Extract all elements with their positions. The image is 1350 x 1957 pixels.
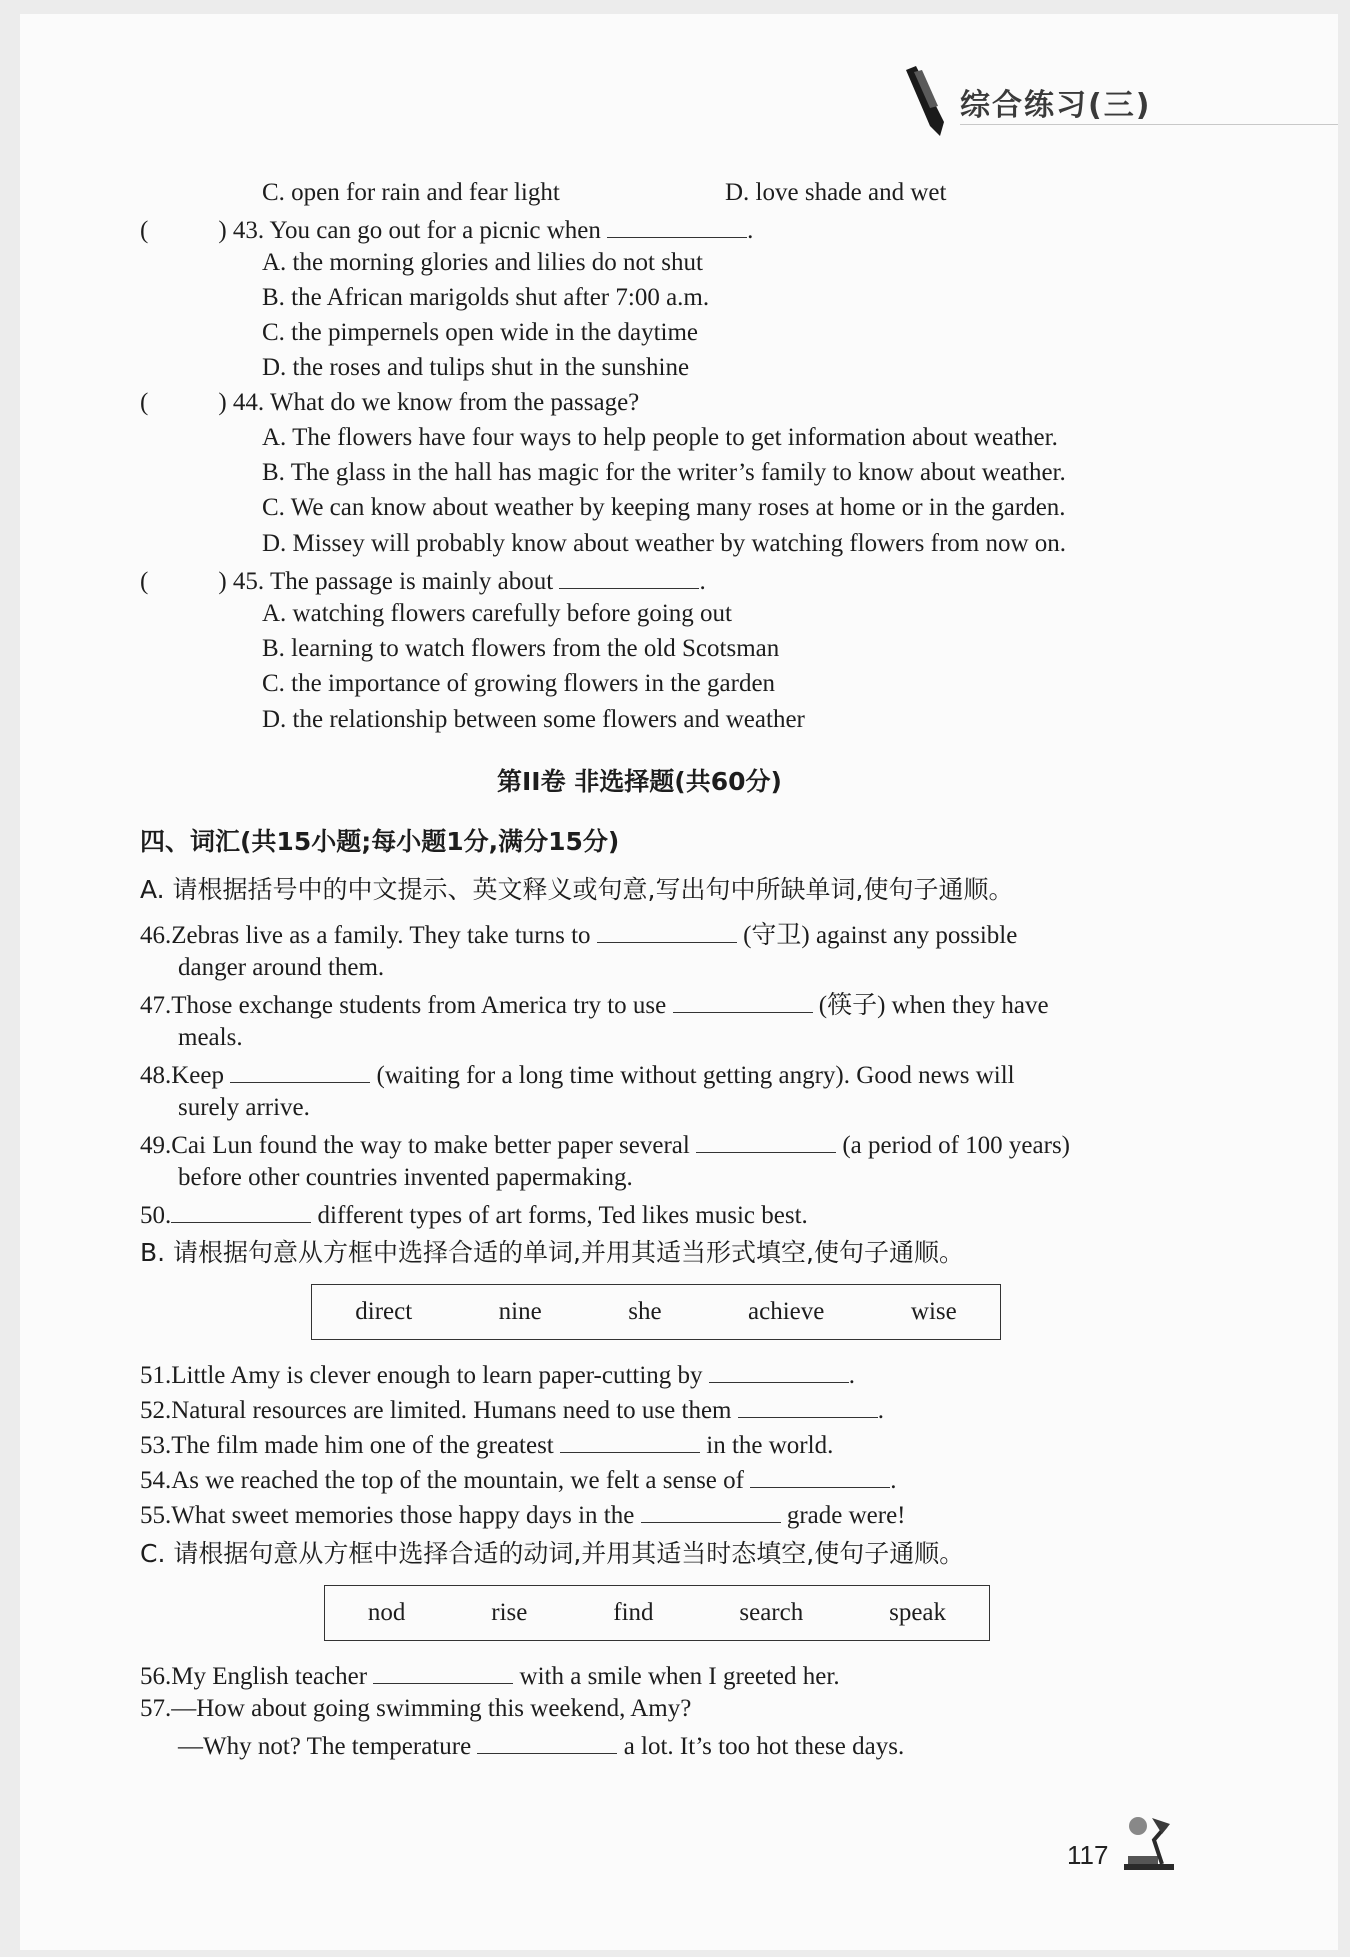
q47-continuation: meals. [178, 1024, 243, 1051]
q57-text-c: a lot. It’s too hot these days. [623, 1733, 905, 1760]
word-box-item: achieve [748, 1298, 825, 1325]
q52-text-a: 52.Natural resources are limited. Humans need to use them [140, 1397, 732, 1424]
q44-option-d: D. Missey will probably know about weather by watching flowers from now on. [262, 530, 1067, 557]
word-box-c [324, 1585, 990, 1641]
blank-52[interactable] [738, 1391, 878, 1418]
blank-55[interactable] [641, 1496, 781, 1523]
q56-text-b: with a smile when I greeted her. [519, 1663, 840, 1690]
q44-option-c: C. We can know about weather by keeping many roses at home or in the garden. [262, 494, 1066, 521]
q55 [140, 1496, 906, 1533]
q57-line2 [178, 1727, 904, 1764]
q57-line1: 57.—How about going swimming this weekend, Amy? [140, 1695, 692, 1722]
q44-stem [140, 386, 639, 420]
word-box-item: find [613, 1599, 654, 1626]
q54 [140, 1461, 896, 1498]
q42-option-c: C. open for rain and fear light [262, 179, 560, 206]
blank-47[interactable] [673, 986, 813, 1013]
part-b-instruction: B. 请根据句意从方框中选择合适的单词,并用其适当形式填空,使句子通顺。 [140, 1238, 964, 1267]
q48-continuation: surely arrive. [178, 1094, 310, 1121]
q50 [140, 1196, 808, 1233]
q43-text: 43. You can go out for a picnic when [232, 217, 601, 244]
q46-text-b: (守卫) against any possible [743, 922, 1018, 949]
blank-50[interactable] [171, 1196, 311, 1223]
part-a-instruction: A. 请根据括号中的中文提示、英文释义或句意,写出句中所缺单词,使句子通顺。 [140, 875, 1014, 904]
q46 [140, 916, 1017, 953]
q54-text-b: . [890, 1467, 897, 1494]
section-title: 综合练习(三) [960, 88, 1152, 123]
q52 [140, 1391, 884, 1428]
q49 [140, 1126, 1070, 1163]
q52-text-b: . [877, 1397, 884, 1424]
q45-end: . [699, 568, 706, 595]
blank-54[interactable] [750, 1461, 890, 1488]
q55-text-a: 55.What sweet memories those happy days in the [140, 1502, 635, 1529]
q43-end: . [747, 217, 754, 244]
word-box-item: speak [889, 1599, 947, 1626]
blank-53[interactable] [560, 1426, 700, 1453]
q53 [140, 1426, 833, 1463]
q56 [140, 1657, 840, 1694]
answer-paren-close: ) [218, 217, 227, 244]
blank-43[interactable] [607, 211, 747, 238]
q48-text-b: (waiting for a long time without getting angry). Good news will [376, 1062, 1015, 1089]
word-box-item: direct [355, 1298, 413, 1325]
q43-stem [140, 211, 753, 248]
q54-text-a: 54.As we reached the top of the mountain, we felt a sense of [140, 1467, 744, 1494]
q43-option-c: C. the pimpernels open wide in the daytime [262, 319, 699, 346]
q57-text-b: —Why not? The temperature [178, 1733, 472, 1760]
q49-continuation: before other countries invented papermaking. [178, 1164, 633, 1191]
q45-text: 45. The passage is mainly about [232, 568, 554, 595]
q56-text-a: 56.My English teacher [140, 1663, 368, 1690]
word-box-item: search [739, 1599, 804, 1626]
q47 [140, 986, 1049, 1023]
q45-option-c: C. the importance of growing flowers in the garden [262, 670, 776, 697]
word-box-b [311, 1284, 1001, 1340]
blank-45[interactable] [559, 562, 699, 589]
q45-option-d: D. the relationship between some flowers and weather [262, 706, 805, 733]
blank-56[interactable] [373, 1657, 513, 1684]
blank-46[interactable] [597, 916, 737, 943]
desk-lamp-icon [1118, 1810, 1178, 1874]
word-box-item: wise [910, 1298, 957, 1325]
q47-text-b: (筷子) when they have [818, 992, 1049, 1019]
q50-text-a: 50. [140, 1202, 172, 1229]
vocab-title: 四、词汇(共15小题;每小题1分,满分15分) [140, 827, 620, 856]
word-box-item: nod [367, 1599, 406, 1626]
q46-text-a: 46.Zebras live as a family. They take turns to [140, 922, 591, 949]
word-box-item: nine [498, 1298, 542, 1325]
pen-icon [900, 66, 950, 138]
q45-stem [140, 562, 706, 599]
q47-text-a: 47.Those exchange students from America try to use [140, 992, 667, 1019]
q44-option-a: A. The flowers have four ways to help people to get information about weather. [262, 424, 1058, 451]
q49-text-b: (a period of 100 years) [842, 1132, 1070, 1159]
q51 [140, 1356, 855, 1393]
answer-paren-open: ( [140, 217, 149, 244]
answer-paren-close: ) [218, 568, 227, 595]
answer-paren-open: ( [140, 568, 149, 595]
q53-text-b: in the world. [706, 1432, 834, 1459]
q50-text-b: different types of art forms, Ted likes music best. [317, 1202, 808, 1229]
q45-option-b: B. learning to watch flowers from the old Scotsman [262, 635, 780, 662]
q49-text-a: 49.Cai Lun found the way to make better paper several [140, 1132, 690, 1159]
q48 [140, 1056, 1015, 1093]
blank-51[interactable] [709, 1356, 849, 1383]
q43-option-b: B. the African marigolds shut after 7:00 a.m. [262, 284, 710, 311]
q45-option-a: A. watching flowers carefully before going out [262, 600, 732, 627]
part2-title: 第II卷 非选择题(共60分) [497, 767, 782, 796]
blank-57[interactable] [477, 1727, 617, 1754]
page-number: 117 [1067, 1840, 1109, 1870]
word-box-item: she [628, 1298, 662, 1325]
q55-text-b: grade were! [786, 1502, 906, 1529]
answer-paren-open: ( [140, 389, 149, 416]
q51-text-b: . [848, 1362, 856, 1389]
q46-continuation: danger around them. [178, 954, 385, 981]
q51-text-a: 51.Little Amy is clever enough to learn paper-cutting by [140, 1362, 703, 1389]
q43-option-d: D. the roses and tulips shut in the sunshine [262, 354, 690, 381]
header-divider [960, 124, 1338, 125]
q42-option-d: D. love shade and wet [725, 179, 947, 206]
answer-paren-close: ) [218, 389, 227, 416]
q44-text: 44. What do we know from the passage? [232, 389, 640, 416]
q48-text-a: 48.Keep [140, 1062, 224, 1089]
q43-option-a: A. the morning glories and lilies do not shut [262, 249, 703, 276]
blank-49[interactable] [696, 1126, 836, 1153]
blank-48[interactable] [230, 1056, 370, 1083]
part-c-instruction: C. 请根据句意从方框中选择合适的动词,并用其适当时态填空,使句子通顺。 [140, 1539, 965, 1568]
word-box-item: rise [491, 1599, 528, 1626]
q44-option-b: B. The glass in the hall has magic for the writer’s family to know about weather. [262, 459, 1066, 486]
q53-text-a: 53.The film made him one of the greatest [140, 1432, 554, 1459]
